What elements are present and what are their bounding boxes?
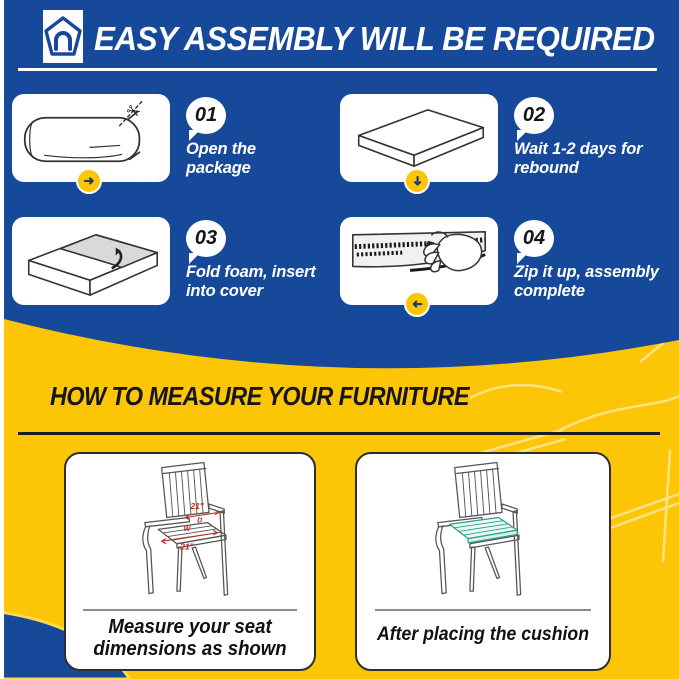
step2-number-badge [514, 97, 554, 134]
arrow-right-icon [76, 168, 102, 194]
left-edge-strip [0, 0, 4, 679]
step3-line2: into cover [186, 281, 263, 300]
arrow-down-icon [404, 168, 430, 194]
step2-number: 02 [522, 104, 546, 126]
step4-number: 04 [522, 227, 546, 249]
step4-line2: complete [514, 281, 585, 300]
arrow-glyph: ➜ [411, 297, 423, 312]
step4-line1: Zip it up, assembly [514, 262, 659, 281]
step4-number-badge [514, 220, 554, 257]
right-caption-line1: After placing the cushion [376, 624, 590, 645]
caption-divider [83, 609, 296, 611]
step3-number-badge [186, 220, 226, 257]
brand-logo [43, 10, 83, 63]
left-box-caption [75, 616, 306, 660]
chair-with-cushion-illustration [427, 460, 539, 608]
header-title: EASY ASSEMBLY WILL BE REQUIRED [94, 20, 655, 57]
depth-value-label: 21" [190, 501, 204, 512]
step2-text [514, 139, 674, 177]
step1-line1: Open the [186, 139, 256, 158]
step3-panel [12, 217, 170, 305]
step3-text [186, 262, 346, 300]
step1-text [186, 139, 346, 177]
measure-title: HOW TO MEASURE YOUR FURNITURE [50, 381, 469, 411]
measure-box-dimensions [64, 452, 316, 671]
caption-divider [375, 609, 592, 611]
right-box-caption [366, 624, 600, 646]
house-pentagon-icon [43, 14, 83, 60]
measure-divider [18, 432, 660, 435]
arrow-glyph: ➜ [83, 173, 95, 188]
header-divider [18, 68, 657, 71]
step1-number: 01 [194, 104, 218, 126]
width-letter-label: W [183, 525, 191, 534]
step1-line2: package [186, 158, 251, 177]
step2-line2: rebound [514, 158, 579, 177]
chair-with-dimensions-illustration [134, 460, 246, 608]
step4-text [514, 262, 674, 300]
arrow-left-icon [404, 291, 430, 317]
arrow-glyph: ➜ [410, 175, 425, 187]
left-caption-line1: Measure your seat [108, 616, 272, 638]
step3-number: 03 [194, 227, 218, 249]
step3-line1: Fold foam, insert [186, 262, 316, 281]
fold-foam-illustration [16, 219, 166, 303]
left-caption-line2: dimensions as shown [93, 638, 287, 660]
step1-number-badge [186, 97, 226, 134]
depth-letter-label: D [197, 516, 203, 525]
step2-line1: Wait 1-2 days for [514, 139, 643, 158]
scissors-icon: ✂ [122, 99, 145, 124]
width-value-label: 21" [180, 541, 194, 552]
measure-box-cushion [355, 452, 611, 671]
